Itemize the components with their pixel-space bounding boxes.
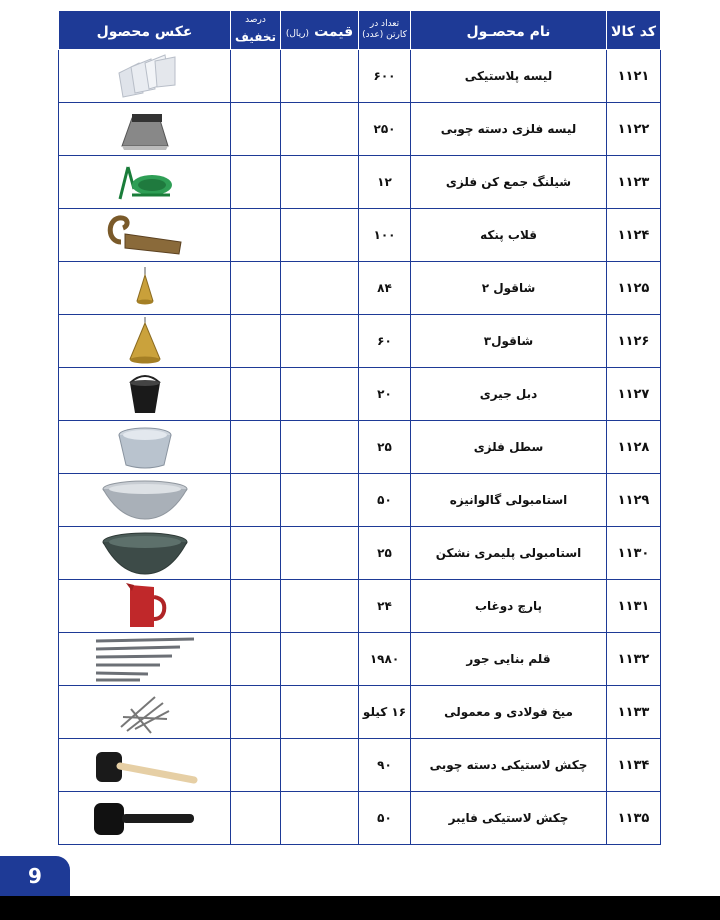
table-row	[59, 421, 661, 474]
table-row	[59, 739, 661, 792]
price-cell	[281, 686, 359, 739]
product-code: ۱۱۲۸	[607, 421, 661, 474]
carton-quantity: ۵۰	[359, 474, 411, 527]
chisels-image	[59, 635, 230, 683]
carton-quantity: ۱۲	[359, 156, 411, 209]
carton-quantity: ۶۰	[359, 315, 411, 368]
discount-cell	[231, 156, 281, 209]
product-code: ۱۱۳۲	[607, 633, 661, 686]
carton-quantity: ۲۵۰	[359, 103, 411, 156]
product-image	[59, 792, 231, 845]
black-bucket-image	[59, 371, 230, 417]
product-name: چکش لاستیکی فایبر	[411, 792, 607, 845]
product-code: ۱۱۲۵	[607, 262, 661, 315]
product-name: استامبولی گالوانیزه	[411, 474, 607, 527]
product-code: ۱۱۲۱	[607, 50, 661, 103]
plumb-bob-small-image	[59, 265, 230, 311]
price-cell	[281, 368, 359, 421]
product-name: چکش لاستیکی دسته چوبی	[411, 739, 607, 792]
product-code: ۱۱۲۶	[607, 315, 661, 368]
galvanized-basin-image	[59, 477, 230, 523]
product-name: میخ فولادی و معمولی	[411, 686, 607, 739]
price-cell	[281, 156, 359, 209]
product-name: دبل جیری	[411, 368, 607, 421]
discount-cell	[231, 315, 281, 368]
price-cell	[281, 633, 359, 686]
table-row	[59, 474, 661, 527]
table-row	[59, 686, 661, 739]
price-cell	[281, 580, 359, 633]
product-image	[59, 580, 231, 633]
product-image	[59, 103, 231, 156]
discount-cell	[231, 527, 281, 580]
plumb-bob-large-image	[59, 317, 230, 365]
product-image	[59, 474, 231, 527]
metal-bucket-image	[59, 423, 230, 471]
metal-scraper-image	[59, 106, 230, 152]
product-name: لیسه فلزی دسته چوبی	[411, 103, 607, 156]
product-image	[59, 739, 231, 792]
price-cell	[281, 421, 359, 474]
product-name: استامبولی پلیمری نشکن	[411, 527, 607, 580]
discount-cell	[231, 686, 281, 739]
nails-image	[59, 689, 230, 735]
table-row	[59, 368, 661, 421]
price-cell	[281, 792, 359, 845]
product-image	[59, 633, 231, 686]
header-qty: تعداد در کارتن (عدد)	[359, 11, 411, 50]
product-code: ۱۱۳۱	[607, 580, 661, 633]
header-discount: درصد تخفیف	[231, 11, 281, 50]
price-cell	[281, 474, 359, 527]
product-image	[59, 315, 231, 368]
product-image	[59, 262, 231, 315]
product-image	[59, 368, 231, 421]
discount-cell	[231, 633, 281, 686]
table-row	[59, 633, 661, 686]
product-name: شاقول ۲	[411, 262, 607, 315]
discount-cell	[231, 262, 281, 315]
red-pitcher-image	[59, 581, 230, 631]
product-image	[59, 421, 231, 474]
price-cell	[281, 103, 359, 156]
product-image	[59, 209, 231, 262]
table-row	[59, 792, 661, 845]
table-row	[59, 527, 661, 580]
product-name: قلاب پنکه	[411, 209, 607, 262]
header-name: نام محصـول	[411, 11, 607, 50]
product-image	[59, 527, 231, 580]
carton-quantity: ۱۶ کیلو	[359, 686, 411, 739]
product-code: ۱۱۲۷	[607, 368, 661, 421]
carton-quantity: ۲۰	[359, 368, 411, 421]
product-image	[59, 686, 231, 739]
header-price: قیمت (ریال)	[281, 11, 359, 50]
table-row	[59, 103, 661, 156]
product-name: سطل فلزی	[411, 421, 607, 474]
fan-hook-image	[59, 212, 230, 258]
product-code: ۱۱۳۰	[607, 527, 661, 580]
header-image: عکس محصول	[59, 11, 231, 50]
product-name: لیسه پلاستیکی	[411, 50, 607, 103]
product-code: ۱۱۳۳	[607, 686, 661, 739]
table-row	[59, 209, 661, 262]
bottom-bar	[0, 896, 720, 920]
carton-quantity: ۲۴	[359, 580, 411, 633]
table-row	[59, 50, 661, 103]
carton-quantity: ۲۵	[359, 527, 411, 580]
rubber-mallet-fiber-image	[59, 795, 230, 841]
discount-cell	[231, 368, 281, 421]
product-image	[59, 156, 231, 209]
table-row	[59, 156, 661, 209]
table-row	[59, 580, 661, 633]
discount-cell	[231, 50, 281, 103]
header-code: کد کالا	[607, 11, 661, 50]
carton-quantity: ۱۰۰	[359, 209, 411, 262]
product-name: شاقول۳	[411, 315, 607, 368]
discount-cell	[231, 421, 281, 474]
price-cell	[281, 262, 359, 315]
discount-cell	[231, 103, 281, 156]
table-row	[59, 315, 661, 368]
discount-cell	[231, 580, 281, 633]
price-cell	[281, 527, 359, 580]
price-cell	[281, 739, 359, 792]
product-code: ۱۱۳۴	[607, 739, 661, 792]
discount-cell	[231, 209, 281, 262]
plastic-scrapers-image	[59, 53, 230, 99]
carton-quantity: ۲۵	[359, 421, 411, 474]
table-header-row	[59, 11, 661, 50]
product-code: ۱۱۲۲	[607, 103, 661, 156]
discount-cell	[231, 474, 281, 527]
carton-quantity: ۶۰۰	[359, 50, 411, 103]
product-name: شیلنگ جمع کن فلزی	[411, 156, 607, 209]
carton-quantity: ۹۰	[359, 739, 411, 792]
carton-quantity: ۱۹۸۰	[359, 633, 411, 686]
product-price-table-container	[58, 10, 660, 845]
discount-cell	[231, 792, 281, 845]
table-row	[59, 262, 661, 315]
product-name: قلم بنایی جور	[411, 633, 607, 686]
product-image	[59, 50, 231, 103]
product-price-table	[58, 10, 661, 845]
hose-reel-image	[59, 159, 230, 205]
product-code: ۱۱۲۳	[607, 156, 661, 209]
product-name: پارچ دوغاب	[411, 580, 607, 633]
discount-cell	[231, 739, 281, 792]
product-code: ۱۱۲۴	[607, 209, 661, 262]
carton-quantity: ۸۴	[359, 262, 411, 315]
price-cell	[281, 209, 359, 262]
polymer-basin-image	[59, 530, 230, 576]
price-cell	[281, 50, 359, 103]
rubber-mallet-wood-image	[59, 742, 230, 788]
carton-quantity: ۵۰	[359, 792, 411, 845]
product-code: ۱۱۳۵	[607, 792, 661, 845]
price-cell	[281, 315, 359, 368]
product-code: ۱۱۲۹	[607, 474, 661, 527]
page-number: 9	[0, 856, 70, 896]
